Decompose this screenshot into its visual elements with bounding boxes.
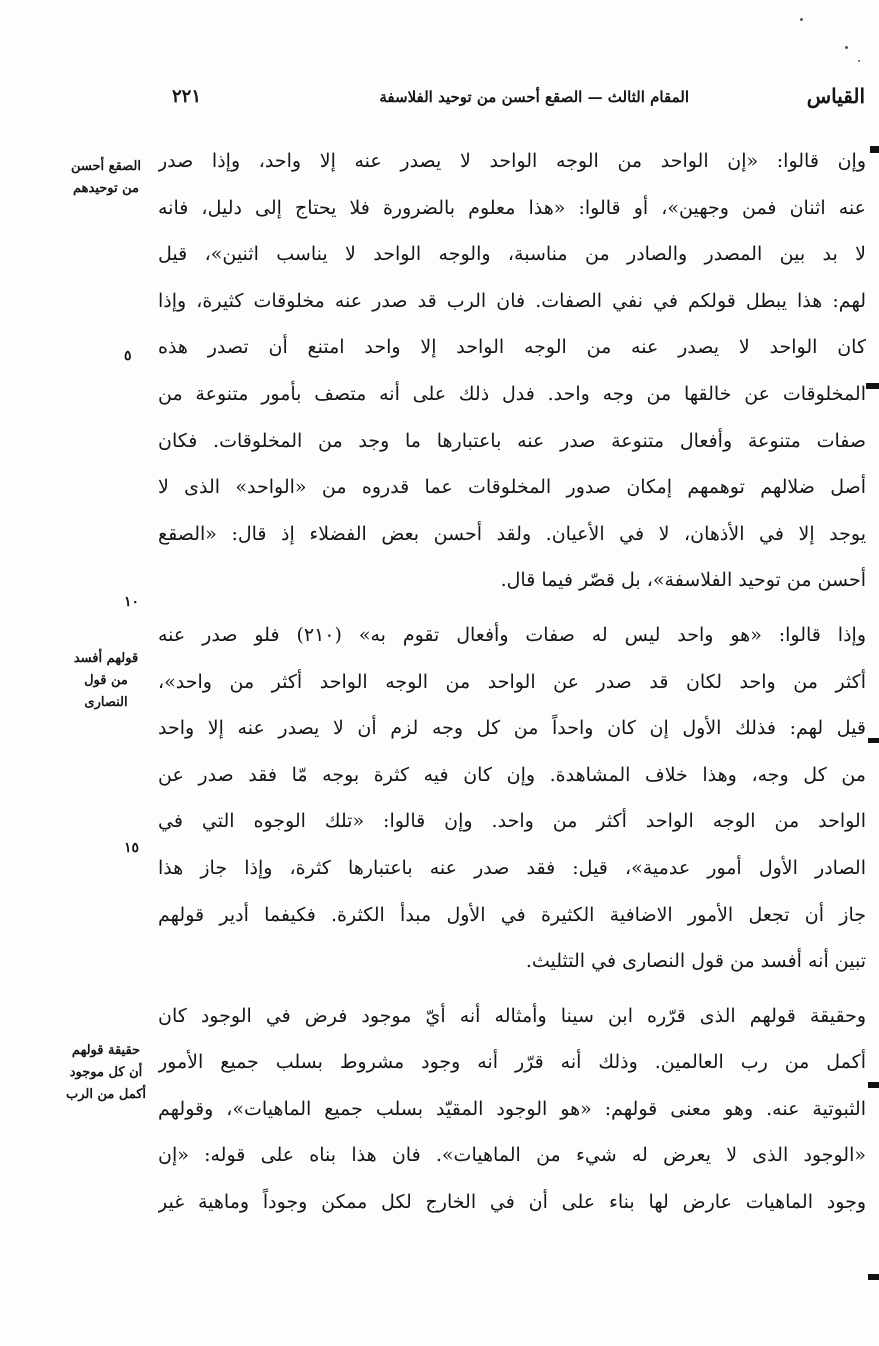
- text-line: عنه اثنان فمن وجهين»، أو قالوا: «هذا معلوم بالضرورة فلا يحتاج إلى دليل، فانه: [158, 196, 866, 219]
- paragraph: [158, 612, 866, 985]
- text-line: وجود الماهيات عارض لها بناء على أن في الخارج لكل ممكن وجوداً وماهية غير: [158, 1191, 866, 1214]
- text-line: الصادر الأول أمور عدمية»، قيل: فقد صدر عنه باعتبارها كثرة، وإذا جاز هذا: [158, 856, 866, 879]
- margin-note: الصقع أحسن من توحيدهم: [70, 159, 141, 196]
- line-number: ١٥: [124, 840, 140, 856]
- text-line: وحقيقة قولهم الذى قرّره ابن سينا وأمثاله أنه أيّ موجود فرض في الوجود كان: [158, 1004, 866, 1027]
- section-title: المقام الثالث — الصقع أحسن من توحيد الفلاسفة: [379, 88, 689, 106]
- paragraph: [158, 138, 866, 604]
- text-line: أحسن من توحيد الفلاسفة»، بل قصّر فيما قال.: [500, 569, 866, 592]
- text-line: جاز أن تجعل الأمور الاضافية الكثيرة في الأول مبدأ الكثرة. فكيفما أدير قولهم: [158, 903, 866, 926]
- page-header: [160, 84, 865, 118]
- margin-mark: [868, 1274, 879, 1280]
- text-line: وإن قالوا: «إن الواحد من الوجه الواحد لا يصدر عنه إلا واحد، وإذا صدر: [158, 150, 866, 172]
- running-head: القياس: [806, 84, 865, 108]
- text-line: الواحد من الوجه الواحد أكثر من واحد. وإن قالوا: «تلك الوجوه التي في: [158, 810, 866, 833]
- margin-note: قولهم أفسد من قول النصارى: [73, 651, 139, 710]
- text-line: وإذا قالوا: «هو واحد ليس له صفات وأفعال تقوم به» (٢١٠) فلو صدر عنه: [158, 623, 866, 646]
- text-line: لا بد بين المصدر والصادر من مناسبة، والوجه الواحد لا يناسب اثنين»، قيل: [158, 243, 866, 266]
- line-number: ٥: [124, 348, 132, 364]
- line-number: ١٠: [124, 594, 140, 610]
- speck: [845, 46, 848, 49]
- margin-note: حقيقة قولهم أن كل موجود أكمل من الرب: [65, 1043, 147, 1102]
- page-number: ٢٢١: [172, 86, 202, 107]
- text-line: كان الواحد لا يصدر عنه من الوجه الواحد إلا واحد امتنع أن تصدر هذه: [158, 336, 866, 359]
- speck: [858, 60, 860, 62]
- speck: [800, 18, 803, 21]
- text-line: قيل لهم: فذلك الأول إن كان واحداً من كل وجه لزم أن لا يصدر عنه إلا واحد: [158, 717, 866, 740]
- paragraph: [158, 993, 866, 1226]
- main-text: [158, 138, 866, 1226]
- text-line: من كل وجه، وهذا خلاف المشاهدة. وإن كان فيه كثرة بوجه مّا فقد صدر عن: [158, 763, 866, 786]
- text-line: المخلوقات عن خالقها من وجه واحد. فدل ذلك على أنه متصف بأمور متنوعة من: [158, 382, 866, 405]
- text-line: تبين أنه أفسد من قول النصارى في التثليث.: [525, 950, 866, 973]
- margin-mark: [868, 738, 879, 743]
- margin-mark: [866, 383, 879, 389]
- text-line: «الوجود الذى لا يعرض له شيء من الماهيات». فان هذا بناه على قوله: «إن: [158, 1144, 866, 1167]
- text-line: أصل ضلالهم توهمهم إمكان صدور المخلوقات عما قدروه من «الواحد» الذى لا: [158, 476, 866, 499]
- text-line: يوجد إلا في الأذهان، لا في الأعيان. ولقد أحسن بعض الفضلاء إذ قال: «الصقع: [158, 522, 866, 545]
- text-line: صفات متنوعة وأفعال متنوعة صدر عنه باعتبارها ما وجد من المخلوقات. فكان: [158, 429, 866, 452]
- text-line: الثبوتية عنه. وهو معنى قولهم: «هو الوجود المقيّد بسلب جميع الماهيات»، وقولهم: [158, 1097, 866, 1120]
- margin-mark: [868, 1082, 879, 1088]
- text-line: لهم: هذا يبطل قولكم في نفي الصفات. فان الرب قد صدر عنه مخلوقات كثيرة، وإذا: [158, 289, 866, 312]
- margin-mark: [870, 146, 879, 153]
- text-line: أكمل من رب العالمين. وذلك أنه قرّر أنه وجود مشروط بسلب جميع الأمور: [158, 1051, 866, 1074]
- text-line: أكثر من واحد لكان قد صدر عن الواحد من الوجه الواحد أكثر من واحد»،: [158, 670, 866, 693]
